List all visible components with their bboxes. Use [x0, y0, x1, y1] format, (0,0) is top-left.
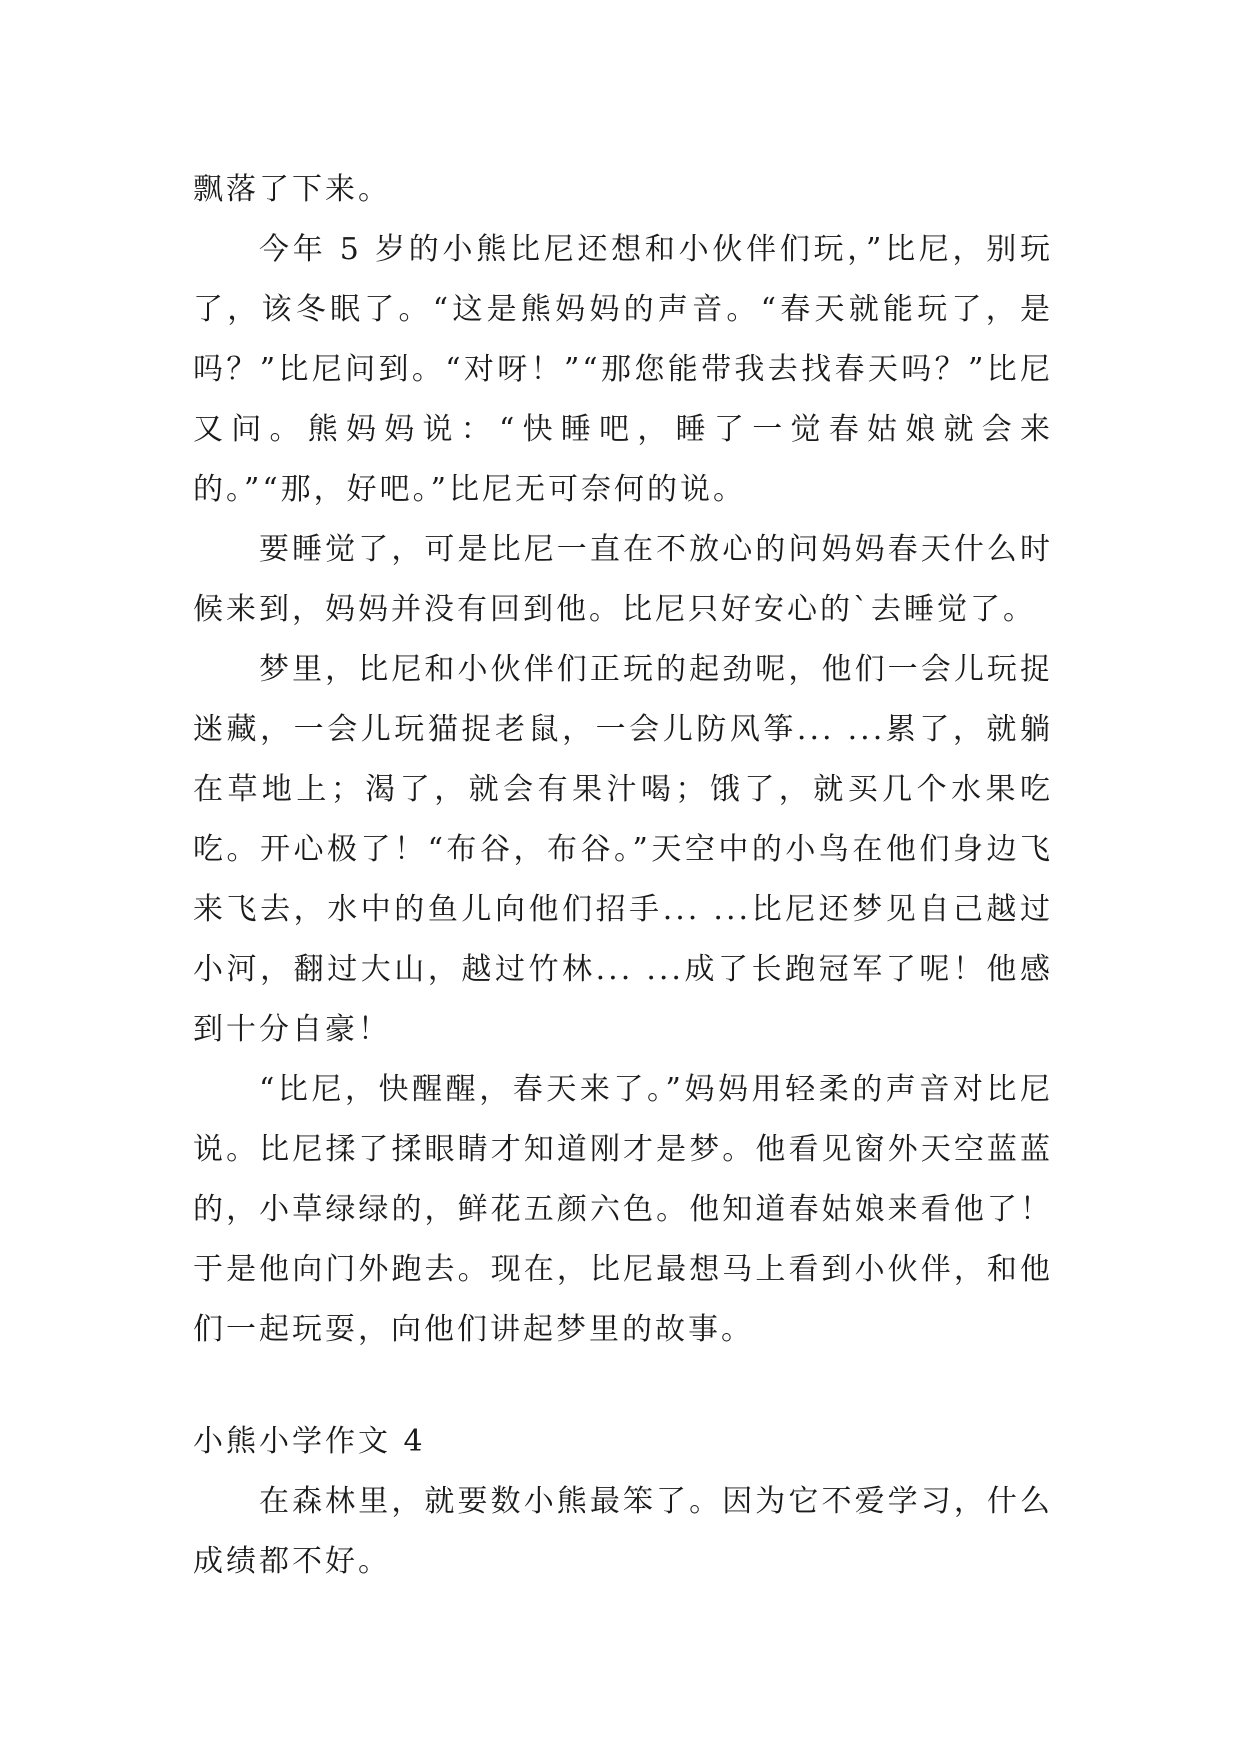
paragraph-dream: 梦里，比尼和小伙伴们正玩的起劲呢，他们一会儿玩捉迷藏，一会儿玩猫捉老鼠，一会儿防风筝... ...累了，就躺在草地上；渴了，就会有果汁喝；饿了，就买几个水果吃吃。开心极了！“布谷，布谷。”天空中的小鸟在他们身边飞来飞去，水中的鱼儿向他们招手... ...比尼还梦见自己越过小河，翻过大山，越过竹林... ...成了长跑冠军了呢！他感到十分自豪！	[193, 652, 1053, 1047]
paragraph-wake-up-spring: “比尼，快醒醒，春天来了。”妈妈用轻柔的声音对比尼说。比尼揉了揉眼睛才知道刚才是梦。他看见窗外天空蓝蓝的，小草绿绿的，鲜花五颜六色。他知道春姑娘来看他了！于是他向门外跑去。现在，比尼最想马上看到小伙伴，和他们一起玩耍，向他们讲起梦里的故事。	[193, 1072, 1053, 1347]
document-body	[193, 160, 1053, 1592]
section-heading: 小熊小学作文 4	[193, 1424, 426, 1459]
paragraph-bini-wants-to-play: 今年 5 岁的小熊比尼还想和小伙伴们玩，”比尼，别玩了，该冬眠了。“这是熊妈妈的声音。“春天就能玩了，是吗？”比尼问到。“对呀！”“那您能带我去找春天吗？”比尼又问。熊妈妈说：“快睡吧，睡了一觉春姑娘就会来的。”“那，好吧。”比尼无可奈何的说。	[193, 232, 1053, 507]
paragraph-going-to-sleep: 要睡觉了，可是比尼一直在不放心的问妈妈春天什么时候来到，妈妈并没有回到他。比尼只好安心的`去睡觉了。	[193, 532, 1053, 627]
paragraph-continuation: 飘落了下来。	[193, 172, 391, 207]
paragraph-forest-bear: 在森林里，就要数小熊最笨了。因为它不爱学习，什么成绩都不好。	[193, 1484, 1053, 1579]
